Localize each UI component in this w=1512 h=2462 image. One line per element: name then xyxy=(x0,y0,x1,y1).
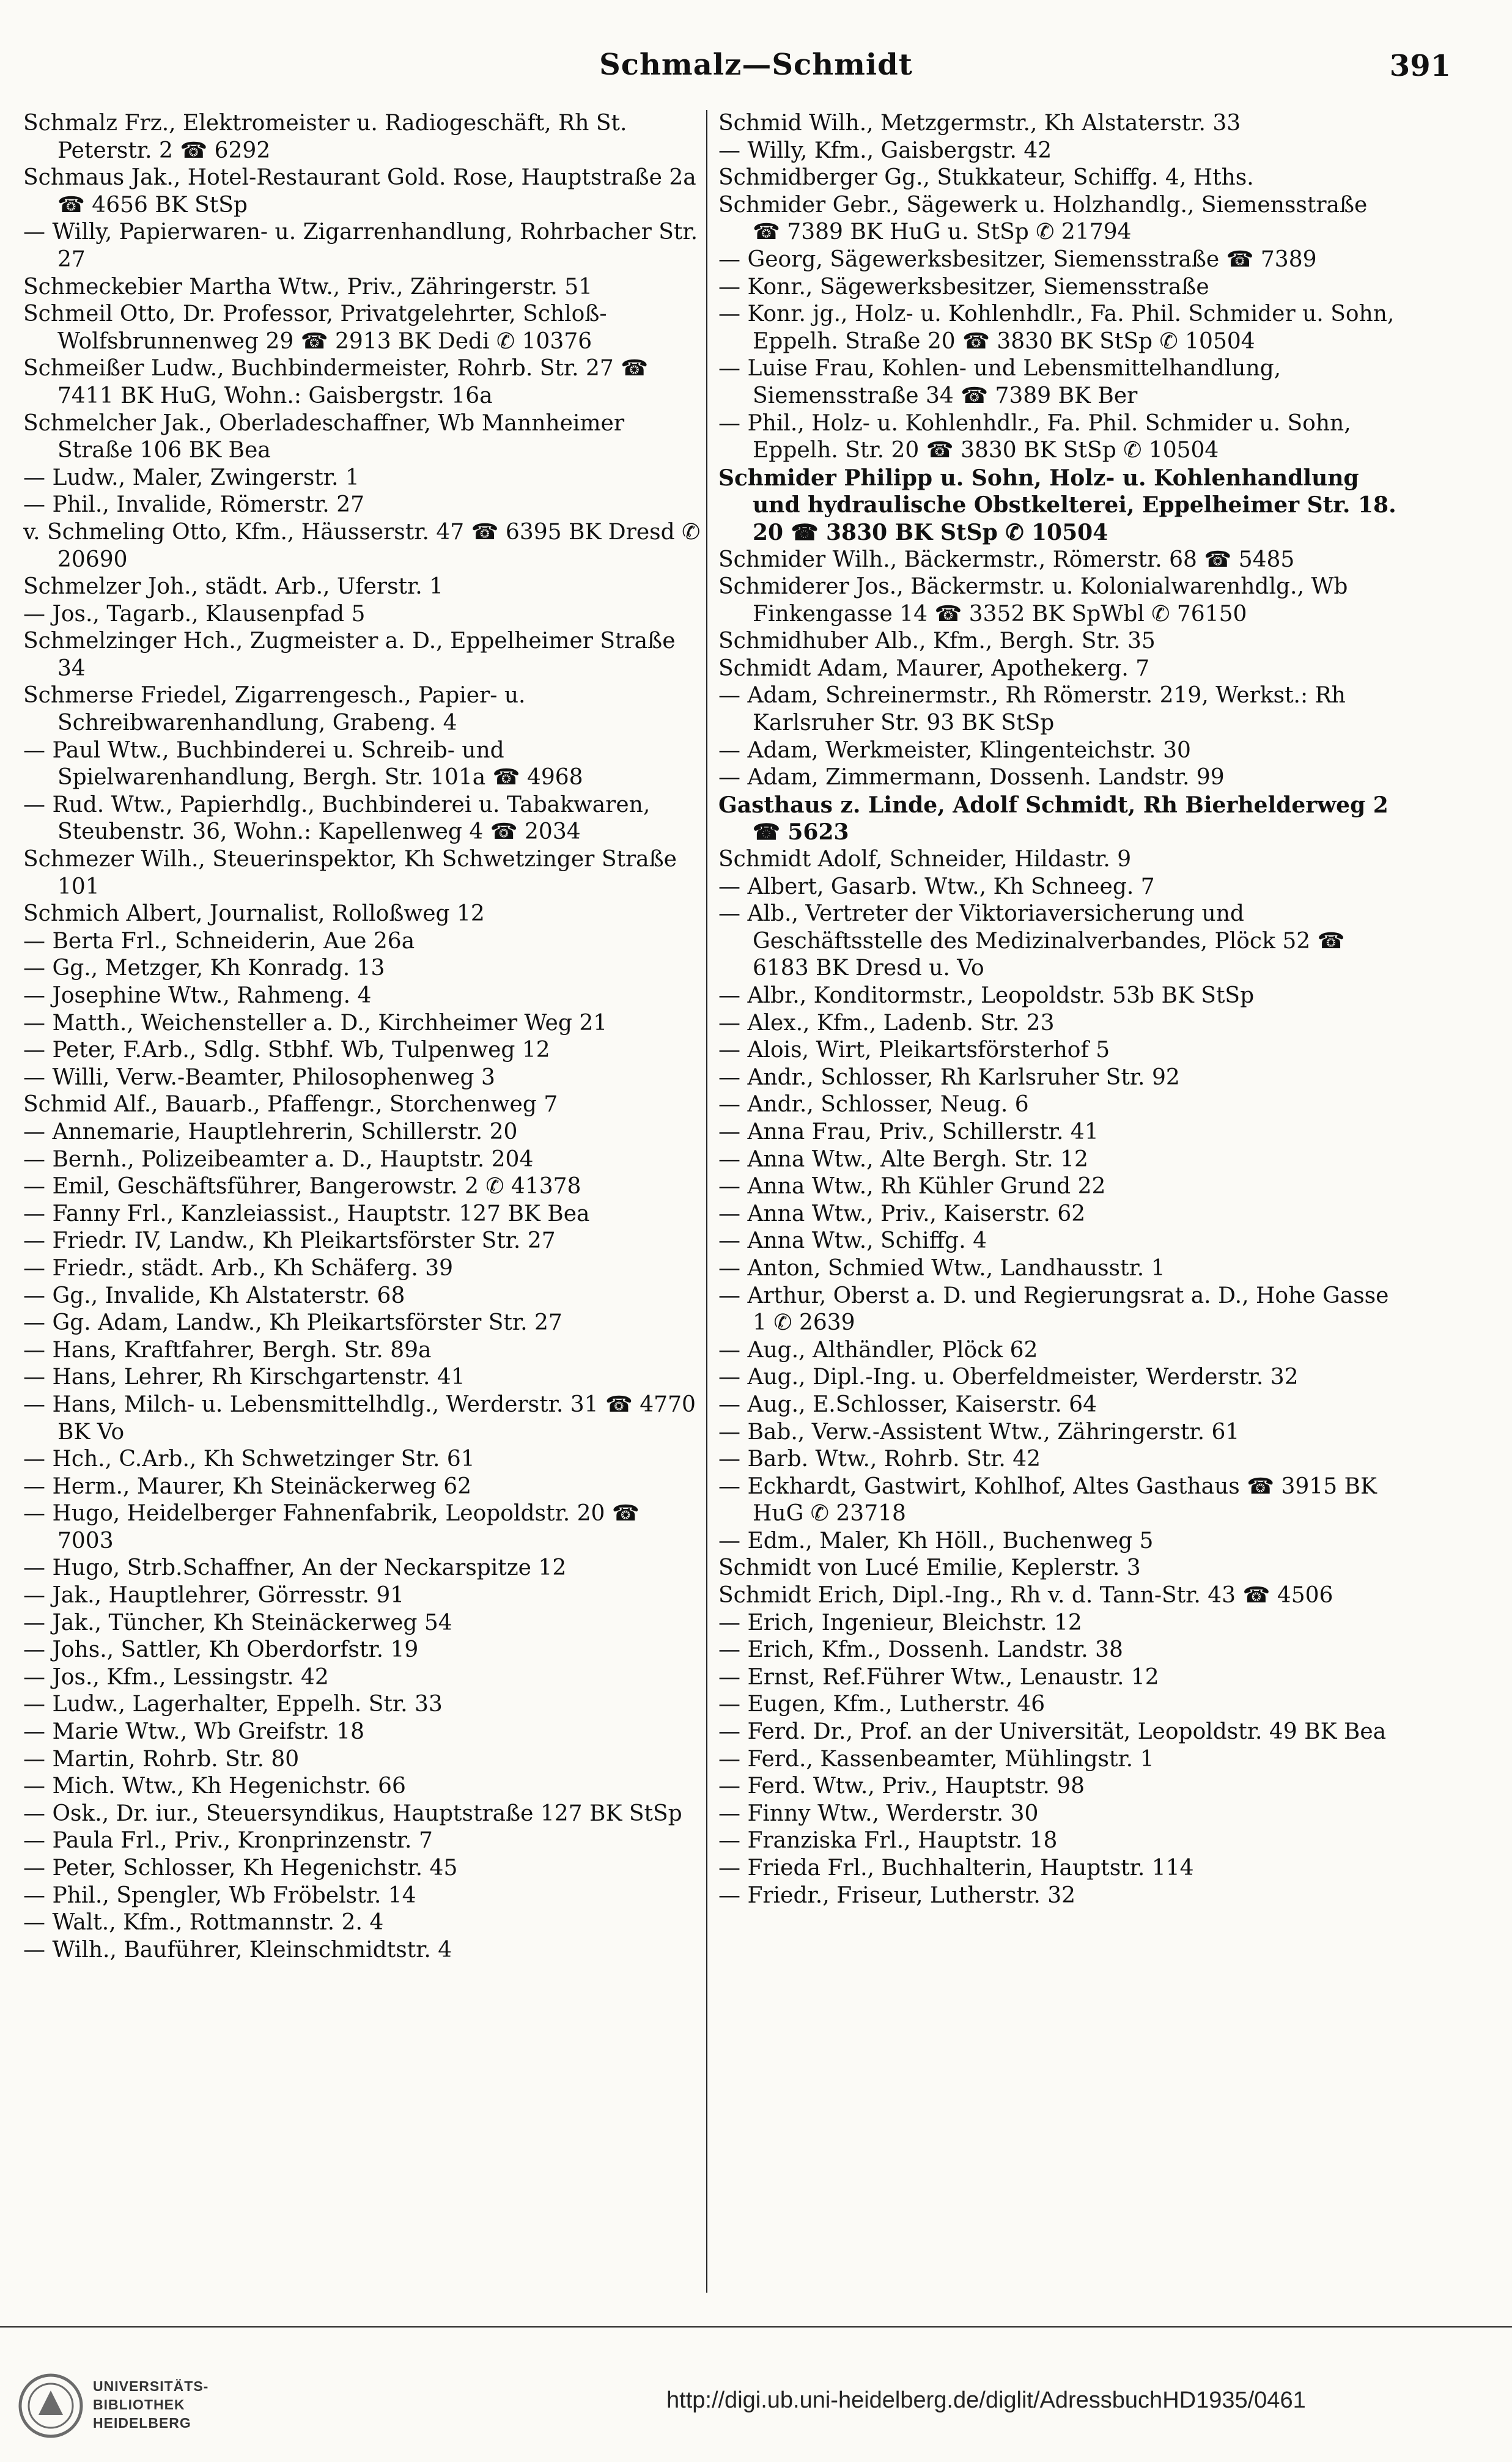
directory-entry: — Jak., Hauptlehrer, Görresstr. 91 xyxy=(23,1583,405,1609)
directory-entry: Schmidt Adolf, Schneider, Hildastr. 9 xyxy=(718,847,1132,872)
directory-entry: Schmaus Jak., Hotel-Restaurant Gold. Rose, Hauptstraße 2a ☎ 4656 BK StSp xyxy=(23,165,696,218)
directory-entry: Schmeil Otto, Dr. Professor, Privatgelehrter, Schloß-Wolfsbrunnenweg 29 ☎ 2913 BK Dedi ✆ 10376 xyxy=(23,301,607,354)
directory-entry: — Mich. Wtw., Kh Hegenichstr. 66 xyxy=(23,1774,406,1799)
right-column xyxy=(718,110,1397,1909)
directory-entry: — Marie Wtw., Wb Greifstr. 18 xyxy=(23,1719,365,1745)
directory-entry: — Friedr., städt. Arb., Kh Schäferg. 39 xyxy=(23,1255,454,1281)
directory-entry: — Ferd., Kassenbeamter, Mühlingstr. 1 xyxy=(718,1746,1154,1772)
directory-entry: Schmelzinger Hch., Zugmeister a. D., Eppelheimer Straße 34 xyxy=(23,628,676,681)
directory-entry: Schmid Wilh., Metzgermstr., Kh Alstaterstr. 33 xyxy=(718,111,1241,136)
directory-entry: — Fanny Frl., Kanzleiassist., Hauptstr. 127 BK Bea xyxy=(23,1201,590,1226)
directory-entry: Schmerse Friedel, Zigarrengesch., Papier- u. Schreibwarenhandlung, Grabeng. 4 xyxy=(23,683,526,736)
directory-entry: — Andr., Schlosser, Rh Karlsruher Str. 92 xyxy=(718,1064,1180,1090)
directory-entry: — Jos., Kfm., Lessingstr. 42 xyxy=(23,1664,329,1690)
directory-entry: — Anna Wtw., Rh Kühler Grund 22 xyxy=(718,1174,1106,1200)
directory-entry: — Eugen, Kfm., Lutherstr. 46 xyxy=(718,1692,1045,1717)
directory-entry: — Phil., Invalide, Römerstr. 27 xyxy=(23,492,364,518)
directory-entry: — Willi, Verw.-Beamter, Philosophenweg 3 xyxy=(23,1064,495,1090)
directory-entry: — Berta Frl., Schneiderin, Aue 26a xyxy=(23,928,415,954)
source-url-link[interactable]: http://digi.ub.uni-heidelberg.de/diglit/AdressbuchHD1935/0461 xyxy=(666,2387,1306,2413)
university-seal-icon xyxy=(17,2372,84,2439)
directory-entry: — Willy, Kfm., Gaisbergstr. 42 xyxy=(718,138,1052,163)
directory-entry: — Erich, Ingenieur, Bleichstr. 12 xyxy=(718,1610,1082,1635)
directory-entry: — Hans, Milch- u. Lebensmittelhdlg., Werderstr. 31 ☎ 4770 BK Vo xyxy=(23,1391,696,1445)
directory-entry: Schmezer Wilh., Steuerinspektor, Kh Schwetzinger Straße 101 xyxy=(23,847,677,899)
directory-entry: — Johs., Sattler, Kh Oberdorfstr. 19 xyxy=(23,1637,419,1663)
directory-entry: Schmidt Erich, Dipl.-Ing., Rh v. d. Tann-Str. 43 ☎ 4506 xyxy=(718,1583,1333,1609)
directory-entry: — Gg., Invalide, Kh Alstaterstr. 68 xyxy=(23,1283,405,1308)
column-divider xyxy=(706,110,707,2293)
directory-entry: — Andr., Schlosser, Neug. 6 xyxy=(718,1092,1029,1118)
library-line-1: UNIVERSITÄTS- xyxy=(93,2378,209,2394)
directory-entry: — Matth., Weichensteller a. D., Kirchheimer Weg 21 xyxy=(23,1010,608,1036)
directory-entry: — Albert, Gasarb. Wtw., Kh Schneeg. 7 xyxy=(718,874,1155,899)
directory-entry: — Herm., Maurer, Kh Steinäckerweg 62 xyxy=(23,1473,472,1499)
directory-entry: Schmid Alf., Bauarb., Pfaffengr., Storchenweg 7 xyxy=(23,1092,558,1118)
directory-entry: — Hugo, Strb.Schaffner, An der Neckarspitze 12 xyxy=(23,1555,567,1581)
directory-entry: — Friedr. IV, Landw., Kh Pleikartsförster Str. 27 xyxy=(23,1228,556,1254)
directory-entry: — Arthur, Oberst a. D. und Regierungsrat a. D., Hohe Gasse 1 ✆ 2639 xyxy=(718,1283,1389,1336)
directory-entry: v. Schmeling Otto, Kfm., Häusserstr. 47 ☎ 6395 BK Dresd ✆ 20690 xyxy=(23,519,701,572)
directory-entry: — Erich, Kfm., Dossenh. Landstr. 38 xyxy=(718,1637,1123,1663)
directory-entry: Schmider Wilh., Bäckermstr., Römerstr. 68 ☎ 5485 xyxy=(718,547,1295,572)
library-name xyxy=(93,2377,208,2432)
directory-entry: — Anton, Schmied Wtw., Landhausstr. 1 xyxy=(718,1255,1165,1281)
directory-entry: — Anna Wtw., Schiffg. 4 xyxy=(718,1228,987,1254)
directory-entry: Schmidt Adam, Maurer, Apothekerg. 7 xyxy=(718,655,1150,681)
directory-entry: Schmelcher Jak., Oberladeschaffner, Wb Mannheimer Straße 106 BK Bea xyxy=(23,410,625,463)
directory-entry: — Alex., Kfm., Ladenb. Str. 23 xyxy=(718,1010,1055,1036)
directory-entry: — Frieda Frl., Buchhalterin, Hauptstr. 114 xyxy=(718,1856,1194,1881)
directory-entry: — Franziska Frl., Hauptstr. 18 xyxy=(718,1828,1058,1854)
footer-rule xyxy=(0,2326,1512,2327)
directory-entry: Schmeißer Ludw., Buchbindermeister, Rohrb. Str. 27 ☎ 7411 BK HuG, Wohn.: Gaisbergstr. 16a xyxy=(23,356,649,408)
directory-entry: — Ferd. Wtw., Priv., Hauptstr. 98 xyxy=(718,1774,1085,1799)
directory-entry: Schmidt von Lucé Emilie, Keplerstr. 3 xyxy=(718,1555,1141,1581)
directory-entry: — Jos., Tagarb., Klausenpfad 5 xyxy=(23,601,366,627)
directory-entry: Schmiderer Jos., Bäckermstr. u. Kolonialwarenhdlg., Wb Finkengasse 14 ☎ 3352 BK SpWbl ✆ 76150 xyxy=(718,574,1348,627)
directory-entry: — Adam, Werkmeister, Klingenteichstr. 30 xyxy=(718,737,1191,763)
directory-entry: — Hans, Kraftfahrer, Bergh. Str. 89a xyxy=(23,1337,432,1363)
directory-entry: — Annemarie, Hauptlehrerin, Schillerstr. 20 xyxy=(23,1119,518,1144)
directory-entry: — Friedr., Friseur, Lutherstr. 32 xyxy=(718,1882,1076,1908)
directory-entry: — Osk., Dr. iur., Steuersyndikus, Hauptstraße 127 BK StSp xyxy=(23,1800,682,1826)
directory-entry: — Willy, Papierwaren- u. Zigarrenhandlung, Rohrbacher Str. 27 xyxy=(23,219,698,272)
directory-entry: — Finny Wtw., Werderstr. 30 xyxy=(718,1800,1039,1826)
directory-entry: — Jak., Tüncher, Kh Steinäckerweg 54 xyxy=(23,1610,452,1635)
directory-entry: — Peter, F.Arb., Sdlg. Stbhf. Wb, Tulpenweg 12 xyxy=(23,1038,550,1063)
directory-entry: — Edm., Maler, Kh Höll., Buchenweg 5 xyxy=(718,1528,1154,1553)
directory-entry: — Adam, Zimmermann, Dossenh. Landstr. 99 xyxy=(718,765,1225,791)
directory-entry: Schmalz Frz., Elektromeister u. Radiogeschäft, Rh St. Peterstr. 2 ☎ 6292 xyxy=(23,111,627,163)
directory-entry: — Anna Wtw., Alte Bergh. Str. 12 xyxy=(718,1146,1088,1172)
directory-entry: Schmider Gebr., Sägewerk u. Holzhandlg., Siemensstraße ☎ 7389 BK HuG u. StSp ✆ 21794 xyxy=(718,192,1368,245)
directory-entry: — Walt., Kfm., Rottmannstr. 2. 4 xyxy=(23,1910,384,1936)
directory-entry: — Aug., Althändler, Plöck 62 xyxy=(718,1337,1038,1363)
directory-entry: Schmidberger Gg., Stukkateur, Schiffg. 4, Hths. xyxy=(718,165,1254,191)
directory-entry: — Eckhardt, Gastwirt, Kohlhof, Altes Gasthaus ☎ 3915 BK HuG ✆ 23718 xyxy=(718,1473,1377,1527)
library-line-3: HEIDELBERG xyxy=(93,2415,191,2431)
library-line-2: BIBLIOTHEK xyxy=(93,2397,185,2412)
directory-entry: — Albr., Konditormstr., Leopoldstr. 53b BK StSp xyxy=(718,983,1255,1008)
directory-entry: — Bab., Verw.-Assistent Wtw., Zähringerstr. 61 xyxy=(718,1419,1240,1445)
page-number: 391 xyxy=(1389,49,1451,83)
directory-entry: — Bernh., Polizeibeamter a. D., Hauptstr. 204 xyxy=(23,1146,534,1172)
directory-entry: — Alois, Wirt, Pleikartsförsterhof 5 xyxy=(718,1038,1110,1063)
directory-entry: — Rud. Wtw., Papierhdlg., Buchbinderei u. Tabakwaren, Steubenstr. 36, Wohn.: Kapellenweg 4 ☎ 2034 xyxy=(23,792,651,845)
directory-entry: — Phil., Holz- u. Kohlenhdlr., Fa. Phil. Schmider u. Sohn, Eppelh. Str. 20 ☎ 3830 BK StSp ✆ 10504 xyxy=(718,410,1351,463)
directory-entry: — Josephine Wtw., Rahmeng. 4 xyxy=(23,983,372,1008)
directory-entry: — Wilh., Bauführer, Kleinschmidtstr. 4 xyxy=(23,1937,452,1963)
directory-entry: Schmelzer Joh., städt. Arb., Uferstr. 1 xyxy=(23,574,444,600)
directory-entry: — Konr., Sägewerksbesitzer, Siemensstraße xyxy=(718,274,1209,300)
directory-entry: — Phil., Spengler, Wb Fröbelstr. 14 xyxy=(23,1882,416,1908)
directory-entry: — Gg., Metzger, Kh Konradg. 13 xyxy=(23,956,385,981)
directory-entry: Schmider Philipp u. Sohn, Holz- u. Kohlenhandlung und hydraulische Obstkelterei, Eppelheimer Str. 18. 20 ☎ 3830 BK StSp ✆ 10504 xyxy=(718,465,1396,545)
directory-entry: — Luise Frau, Kohlen- und Lebensmittelhandlung, Siemensstraße 34 ☎ 7389 BK Ber xyxy=(718,356,1282,408)
directory-entry: — Ernst, Ref.Führer Wtw., Lenaustr. 12 xyxy=(718,1664,1159,1690)
directory-entry: — Aug., E.Schlosser, Kaiserstr. 64 xyxy=(718,1391,1097,1417)
directory-entry: — Barb. Wtw., Rohrb. Str. 42 xyxy=(718,1447,1041,1472)
directory-entry: Gasthaus z. Linde, Adolf Schmidt, Rh Bierhelderweg 2 ☎ 5623 xyxy=(718,792,1388,846)
directory-entry: — Aug., Dipl.-Ing. u. Oberfeldmeister, Werderstr. 32 xyxy=(718,1365,1299,1390)
directory-entry: — Adam, Schreinermstr., Rh Römerstr. 219, Werkst.: Rh Karlsruher Str. 93 BK StSp xyxy=(718,683,1346,736)
directory-entry: — Emil, Geschäftsführer, Bangerowstr. 2 ✆ 41378 xyxy=(23,1174,581,1200)
directory-entry: — Paul Wtw., Buchbinderei u. Schreib- und Spielwarenhandlung, Bergh. Str. 101a ☎ 4968 xyxy=(23,737,583,791)
directory-entry: — Gg. Adam, Landw., Kh Pleikartsförster Str. 27 xyxy=(23,1310,562,1336)
directory-entry: — Hch., C.Arb., Kh Schwetzinger Str. 61 xyxy=(23,1447,475,1472)
directory-entry: — Paula Frl., Priv., Kronprinzenstr. 7 xyxy=(23,1828,433,1854)
directory-entry: Schmidhuber Alb., Kfm., Bergh. Str. 35 xyxy=(718,628,1156,654)
directory-entry: — Martin, Rohrb. Str. 80 xyxy=(23,1746,300,1772)
directory-entry: — Ludw., Lagerhalter, Eppelh. Str. 33 xyxy=(23,1692,443,1717)
directory-entry: — Konr. jg., Holz- u. Kohlenhdlr., Fa. Phil. Schmider u. Sohn, Eppelh. Straße 20 ☎ 3830 BK StSp ✆ 10504 xyxy=(718,301,1395,354)
directory-entry: — Peter, Schlosser, Kh Hegenichstr. 45 xyxy=(23,1856,458,1881)
directory-entry: Schmich Albert, Journalist, Rolloßweg 12 xyxy=(23,901,485,927)
directory-entry: — Anna Frau, Priv., Schillerstr. 41 xyxy=(718,1119,1099,1144)
directory-entry: — Georg, Sägewerksbesitzer, Siemensstraße ☎ 7389 xyxy=(718,246,1317,272)
page-title: Schmalz—Schmidt xyxy=(599,48,913,82)
directory-entry: Schmeckebier Martha Wtw., Priv., Zähringerstr. 51 xyxy=(23,274,593,300)
directory-entry: — Hans, Lehrer, Rh Kirschgartenstr. 41 xyxy=(23,1365,465,1390)
directory-entry: — Hugo, Heidelberger Fahnenfabrik, Leopoldstr. 20 ☎ 7003 xyxy=(23,1501,640,1553)
directory-entry: — Alb., Vertreter der Viktoriaversicherung und Geschäftsstelle des Medizinalverbandes, Plöck 52 ☎ 6183 BK Dresd u. Vo xyxy=(718,901,1345,981)
directory-entry: — Anna Wtw., Priv., Kaiserstr. 62 xyxy=(718,1201,1086,1226)
left-column xyxy=(23,110,702,1964)
directory-entry: — Ludw., Maler, Zwingerstr. 1 xyxy=(23,465,360,490)
directory-entry: — Ferd. Dr., Prof. an der Universität, Leopoldstr. 49 BK Bea xyxy=(718,1719,1387,1745)
